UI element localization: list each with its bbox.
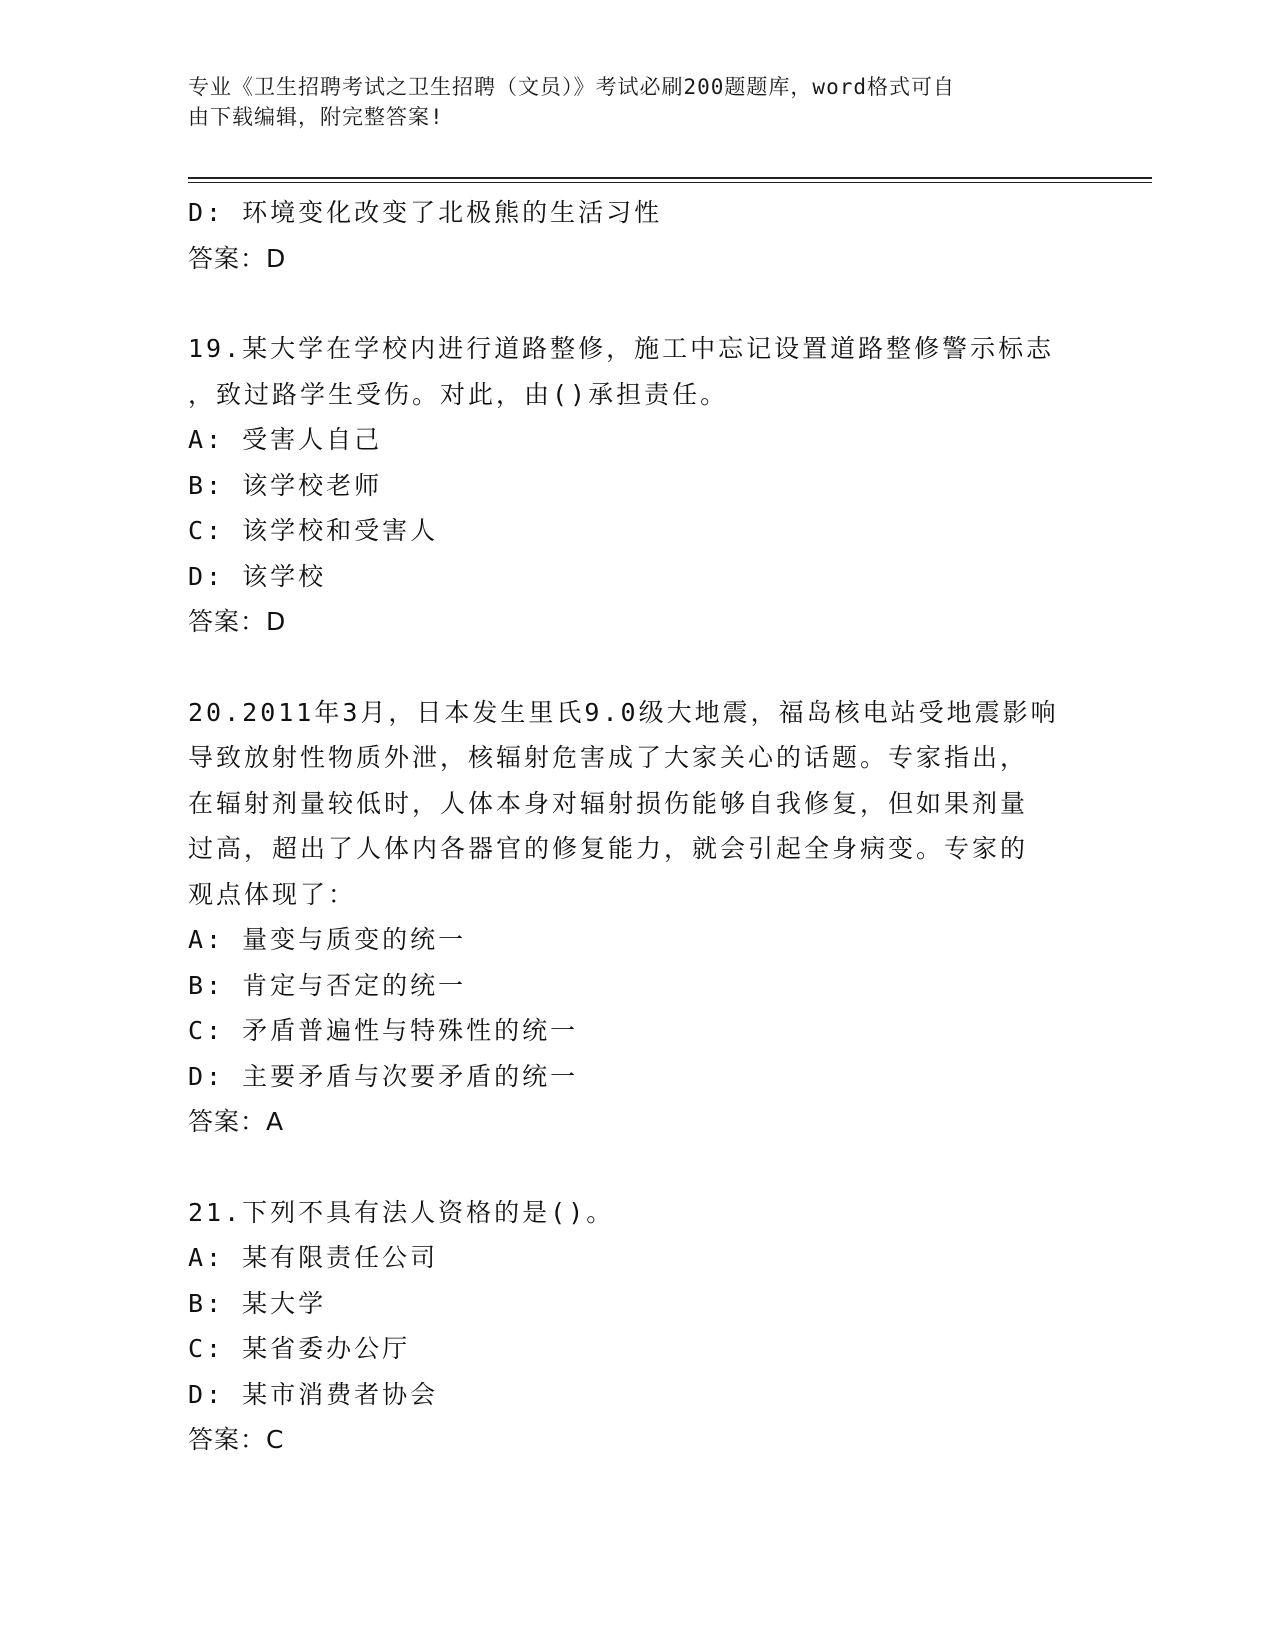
previous-question-tail <box>188 190 1088 281</box>
option-b: B: 该学校老师 <box>188 470 383 500</box>
question-stem-line: ，致过路学生受伤。对此，由()承担责任。 <box>188 379 729 409</box>
option-b: B: 肯定与否定的统一 <box>188 970 467 1000</box>
question-stem-line: 导致放射性物质外泄，核辐射危害成了大家关心的话题。专家指出， <box>188 743 1029 772</box>
header-line-1: 专业《卫生招聘考试之卫生招聘（文员）》考试必刷200题题库，word格式可自 <box>188 75 955 99</box>
option-d: D: 某市消费者协会 <box>188 1379 439 1409</box>
question-21 <box>188 1190 1088 1463</box>
header-divider-thin <box>188 182 1152 183</box>
option-a: A: 受害人自己 <box>188 425 383 454</box>
option-a: A: 某有限责任公司 <box>188 1243 439 1272</box>
option-d: D: 该学校 <box>188 561 327 591</box>
question-19 <box>188 326 1088 645</box>
option-b: B: 某大学 <box>188 1288 327 1318</box>
option-c: C: 某省委办公厅 <box>188 1334 411 1363</box>
header-line-2: 由下载编辑，附完整答案! <box>188 105 444 129</box>
option-d: D: 主要矛盾与次要矛盾的统一 <box>188 1061 579 1091</box>
answer-line: 答案：D <box>188 607 287 636</box>
question-stem-line: 20.2011年3月，日本发生里氏9.0级大地震，福岛核电站受地震影响 <box>188 697 1059 727</box>
option-a: A: 量变与质变的统一 <box>188 925 467 954</box>
document-header <box>188 72 1088 132</box>
document-body <box>188 190 1088 1463</box>
header-divider-thick <box>188 177 1152 179</box>
option-d: D: 环境变化改变了北极熊的生活习性 <box>188 198 663 227</box>
question-20 <box>188 690 1088 1145</box>
answer-line: 答案：A <box>188 1107 285 1136</box>
question-stem-line: 在辐射剂量较低时，人体本身对辐射损伤能够自我修复，但如果剂量 <box>188 788 1029 818</box>
answer-line: 答案：D <box>188 243 287 273</box>
option-c: C: 矛盾普遍性与特殊性的统一 <box>188 1016 579 1045</box>
answer-line: 答案：C <box>188 1425 285 1454</box>
question-stem-line: 19.某大学在学校内进行道路整修，施工中忘记设置道路整修警示标志 <box>188 334 1055 363</box>
question-stem-line: 观点体现了： <box>188 879 357 909</box>
question-stem-line: 21.下列不具有法人资格的是()。 <box>188 1197 615 1227</box>
question-stem-line: 过高，超出了人体内各器官的修复能力，就会引起全身病变。专家的 <box>188 834 1029 863</box>
option-c: C: 该学校和受害人 <box>188 516 439 545</box>
